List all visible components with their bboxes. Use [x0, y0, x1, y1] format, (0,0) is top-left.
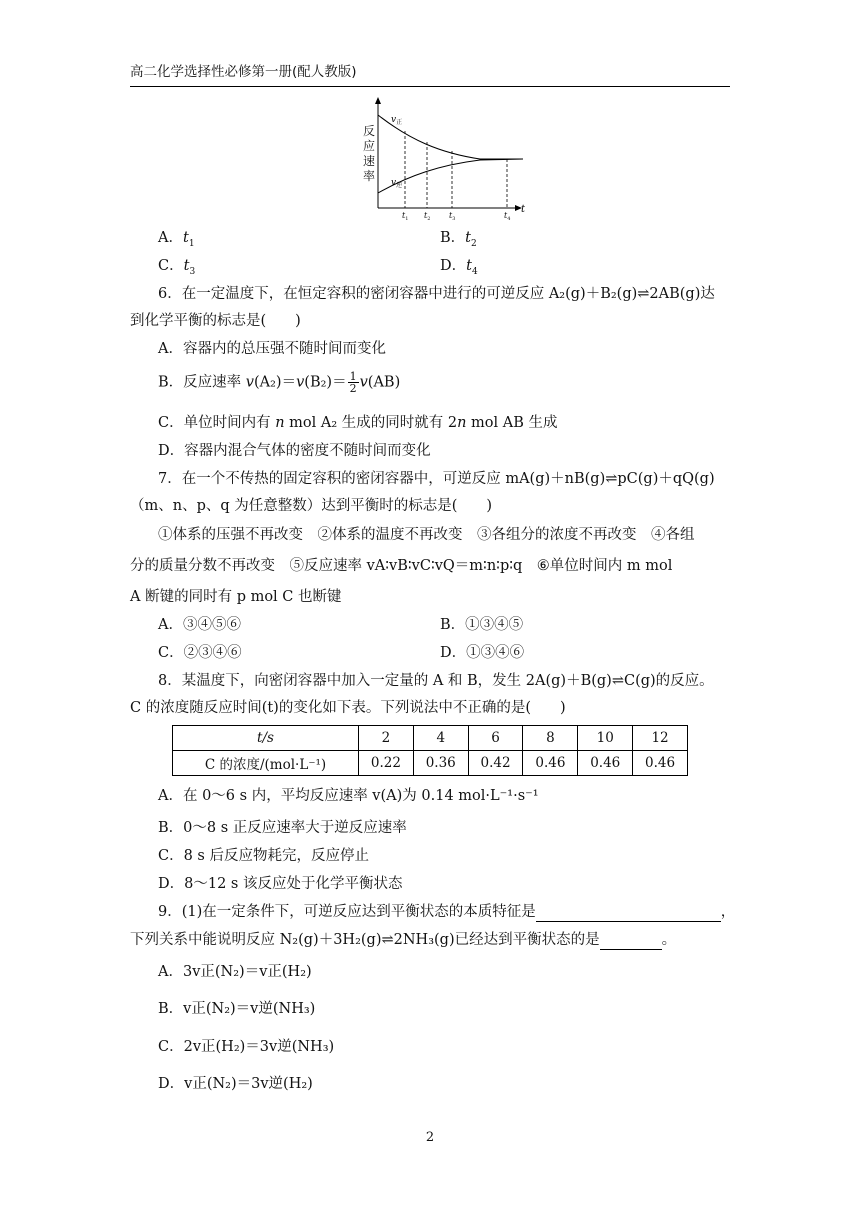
table-cell: 0.46 — [523, 751, 578, 776]
q9-stem-line1: 9．(1)在一定条件下，可逆反应达到平衡状态的本质特征是 ， — [158, 904, 736, 920]
table-header-cell: C 的浓度/(mol·L⁻¹) — [173, 751, 359, 776]
q6-option-b: B．反应速率 v(A₂)＝v(B₂)＝ $\frac{1}{2}$ v(AB) — [158, 370, 401, 395]
q5-option-a: A．$t_1$ — [158, 230, 195, 249]
q7-stem-line2: （m、n、p、q 为任意整数）达到平衡时的标志是( ) — [130, 498, 493, 514]
y-axis-label — [363, 124, 375, 183]
concentration-table — [172, 725, 688, 776]
q9-option-b: B．v正(N₂)＝v逆(NH₃) — [158, 1001, 316, 1017]
table-cell: 0.36 — [413, 751, 468, 776]
q9-option-d: D．v正(N₂)＝3v逆(H₂) — [158, 1076, 313, 1092]
table-cell: 8 — [523, 726, 578, 751]
q6-stem-line2: 到化学平衡的标志是( ) — [130, 313, 301, 329]
page-number: 2 — [425, 1130, 435, 1145]
table-cell: 0.42 — [468, 751, 523, 776]
rate-time-figure — [355, 95, 535, 225]
table-cell: 0.22 — [359, 751, 414, 776]
q6-option-d: D．容器内混合气体的密度不随时间而变化 — [158, 443, 431, 459]
reverse-rate-label: $v_逆$ — [391, 178, 403, 189]
y-label-char: 反 — [363, 124, 376, 138]
q8-option-b: B．0～8 s 正反应速率大于逆反应速率 — [158, 820, 407, 836]
q7-items-line2: 分的质量分数不再改变 ⑤反应速率 vA∶vB∶vC∶vQ＝m∶n∶p∶q ⑥单位时间内 m mol — [130, 558, 673, 574]
q9-stem-line2: 下列关系中能说明反应 N₂(g)＋3H₂(g)⇌2NH₃(g)已经达到平衡状态的是 。 — [130, 932, 677, 948]
q7-items-line1: ①体系的压强不再改变 ②体系的温度不再改变 ③各组分的浓度不再改变 ④各组 — [158, 527, 695, 543]
table-cell: 6 — [468, 726, 523, 751]
q7-option-a: A．③④⑤⑥ — [158, 617, 241, 633]
y-label-char: 速 — [363, 154, 376, 168]
q7-option-d: D．①③④⑥ — [440, 645, 525, 661]
header-title: 高二化学选择性必修第一册(配人教版) — [130, 64, 357, 80]
q8-option-d: D．8～12 s 该反应处于化学平衡状态 — [158, 876, 403, 892]
table-cell: 2 — [359, 726, 414, 751]
q8-stem-line1: 8．某温度下，向密闭容器中加入一定量的 A 和 B，发生 2A(g)＋B(g)⇌C(g)的反应。 — [158, 673, 714, 689]
q5-option-c: C．$t_3$ — [158, 258, 196, 277]
tick-t2: $t_2$ — [424, 211, 431, 222]
q8-option-a: A．在 0～6 s 内，平均反应速率 v(A)为 0.14 mol·L⁻¹·s⁻¹ — [158, 788, 539, 804]
q9-option-a: A．3v正(N₂)＝v正(H₂) — [158, 964, 312, 980]
x-axis-label: t — [521, 204, 526, 215]
q9-option-c: C．2v正(H₂)＝3v逆(NH₃) — [158, 1039, 335, 1055]
q7-option-b: B．①③④⑤ — [440, 617, 524, 633]
time-ticks — [402, 211, 510, 222]
y-label-char: 率 — [363, 169, 376, 183]
table-cell: 4 — [413, 726, 468, 751]
q7-items-line3: A 断键的同时有 p mol C 也断键 — [130, 589, 342, 605]
answer-blank — [600, 931, 662, 950]
q5-option-b: B．$t_2$ — [440, 230, 477, 249]
table-row — [173, 751, 688, 776]
table-cell: 0.46 — [578, 751, 633, 776]
tick-t1: $t_1$ — [402, 211, 409, 222]
tick-t3: $t_3$ — [449, 211, 456, 222]
q7-stem-line1: 7．在一个不传热的固定容积的密闭容器中，可逆反应 mA(g)＋nB(g)⇌pC(g)＋qQ(g) — [158, 471, 715, 487]
q6-option-a: A．容器内的总压强不随时间而变化 — [158, 341, 386, 357]
time-guides — [405, 131, 507, 208]
table-row — [173, 726, 688, 751]
answer-blank — [536, 903, 721, 922]
q8-option-c: C．8 s 后反应物耗完，反应停止 — [158, 848, 369, 864]
page-header — [130, 60, 730, 87]
q6-option-c: C．单位时间内有 n mol A₂ 生成的同时就有 2n mol AB 生成 — [158, 415, 558, 431]
table-cell: 0.46 — [633, 751, 688, 776]
table-cell: 12 — [633, 726, 688, 751]
forward-rate-label: $v_正$ — [391, 115, 403, 126]
y-label-char: 应 — [363, 139, 376, 153]
q8-stem-line2: C 的浓度随反应时间(t)的变化如下表。下列说法中不正确的是( ) — [130, 700, 566, 716]
q5-option-d: D．$t_4$ — [440, 258, 478, 277]
q7-option-c: C．②③④⑥ — [158, 645, 242, 661]
q6-stem-line1: 6．在一定温度下，在恒定容积的密闭容器中进行的可逆反应 A₂(g)＋B₂(g)⇌2AB(g)达 — [158, 286, 715, 302]
y-axis-arrow — [375, 97, 381, 104]
fraction-half: $\frac{1}{2}$ — [349, 370, 357, 395]
tick-t4: $t_4$ — [504, 211, 511, 222]
table-header-cell: t/s — [173, 726, 359, 751]
table-cell: 10 — [578, 726, 633, 751]
